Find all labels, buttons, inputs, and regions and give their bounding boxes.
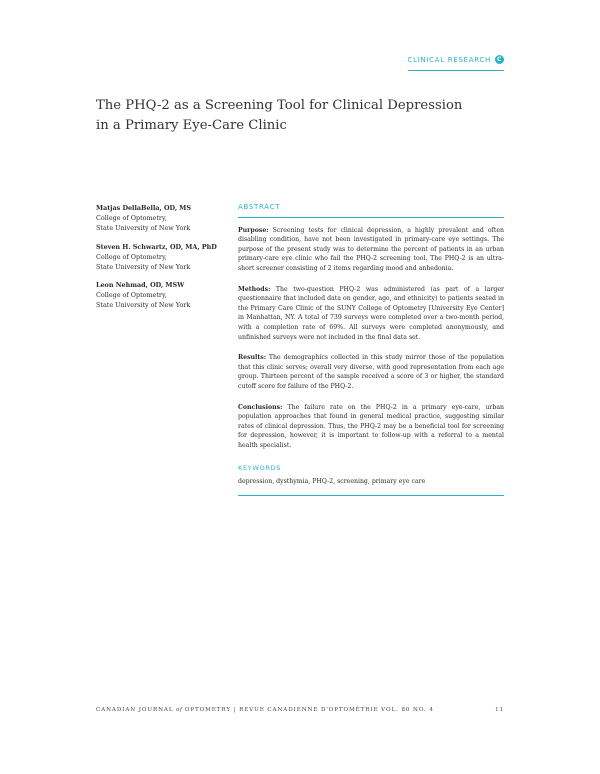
journal-line [96,707,434,713]
section-label: CLINICAL RESEARCH [407,55,491,64]
author-entry [96,280,231,310]
author-name: Steven H. Schwartz, OD, MA, PhD [96,242,217,251]
author-affiliation: College of Optometry, [96,291,167,299]
author-affiliation: State University of New York [96,301,191,309]
purpose-label: Purpose: [238,226,269,234]
methods-text: The two-question PHQ-2 was administered (as part of a larger questionnaire that included data on gender, age, and ethnicity) to patients seated in the Primary Care Clinic of the SUNY College of Optometry [University Eye Center] in Manhattan, NY. A total of 739 surveys were completed over a two-month period, with a completion rate of 69%. All surveys were completed anonymously, and unfinished surveys were not included in the final data set. [238,285,504,341]
author-entry [96,242,231,272]
journal-name-pre: CANADIAN JOURNAL [96,707,177,713]
results-label: Results: [238,354,267,362]
purpose-text: Screening tests for clinical depression, a highly prevalent and often disabling condition, have not been investigated in primary-care eye settings. The purpose of the present study was to determine the percent of patients in an urban primary-care eye clinic who fail the PHQ-2 screening tool. The PHQ-2 is an ultra-short screener consisting of 2 items regarding mood and anhedonia. [238,226,504,272]
author-affiliation: College of Optometry, [96,214,167,222]
author-affiliation: College of Optometry, [96,252,167,261]
author-affiliation: State University of New York [96,224,191,232]
section-badge-icon: C [496,56,503,63]
methods-label: Methods: [238,285,271,293]
keywords-rule [238,495,504,496]
author-name: Leon Nehmad, OD, MSW [96,281,185,289]
author-name: Matjas DellaBella, OD, MS [96,204,191,212]
journal-name-of: of [176,707,183,713]
keywords-text: depression, dysthymia, PHQ-2, screening, primary eye care [238,478,426,486]
author-list [96,203,231,319]
page-footer [96,707,504,713]
conclusions-label: Conclusions: [238,403,283,411]
author-affiliation: State University of New York [96,262,191,271]
keywords-heading: KEYWORDS [238,464,282,473]
conclusions-text: The failure rate on the PHQ-2 in a primary eye-care, urban population approaches that found in general medical practice, suggesting similar rates of clinical depression. Thus, the PHQ-2 may be a beneficial tool for screening for depression, however, it is important to follow-up with a referral to a mental health specialist. [238,403,504,449]
article-title: The PHQ-2 as a Screening Tool for Clinical Depression in a Primary Eye-Care Clinic [96,98,463,133]
abstract-results [238,353,504,391]
author-entry [96,203,231,233]
abstract-section [238,203,504,496]
journal-name-post: OPTOMETRY | REVUE CANADIENNE D'OPTOMÉTRIE VOL. 80 NO. 4 [182,707,434,713]
page-number: 11 [495,707,504,713]
abstract-heading: ABSTRACT [238,203,281,211]
abstract-methods [238,285,504,343]
results-text: The demographics collected in this study mirror those of the population that this clinic serves; overall very diverse, with good representation from each age group. Thirteen percent of the sample received a score of 3 or higher, the standard cutoff score for failure of the PHQ-2. [238,354,504,390]
abstract-purpose [238,226,504,274]
section-tag [408,55,504,64]
abstract-conclusions [238,403,504,451]
header-rule [408,70,504,71]
abstract-rule [238,217,504,218]
